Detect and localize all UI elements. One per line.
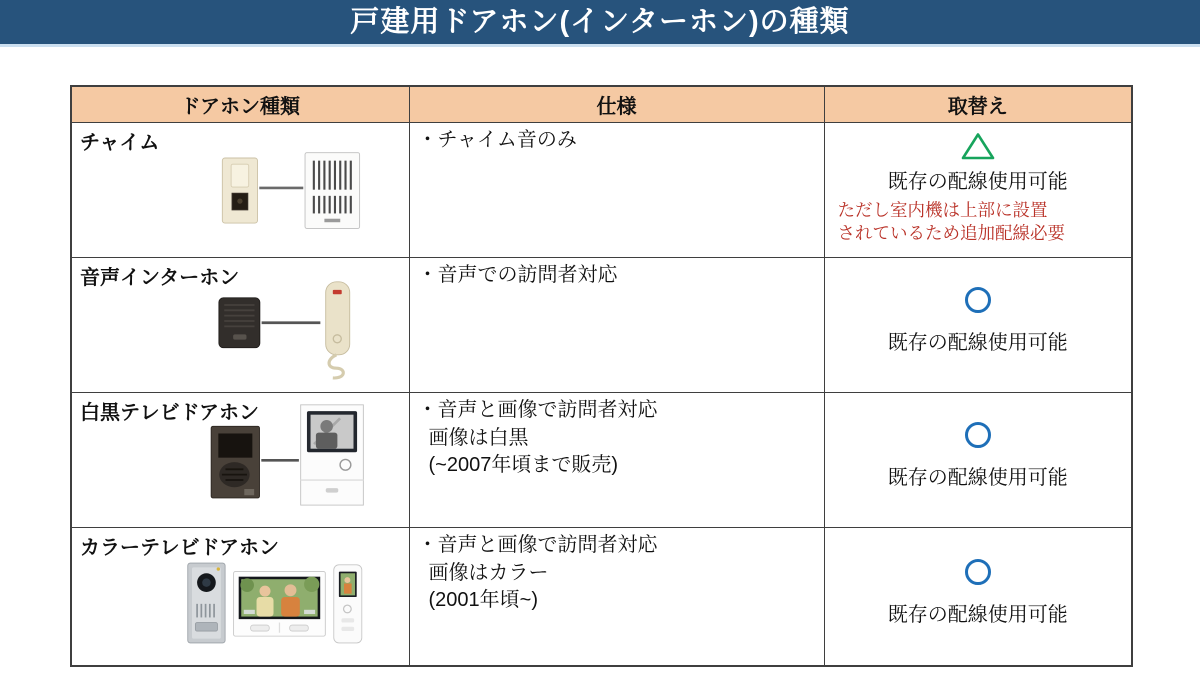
- header-replace: 取替え: [824, 86, 1132, 123]
- cell-replace-chime: [824, 123, 1132, 258]
- header-row: [71, 86, 1132, 123]
- circle-symbol: [965, 422, 991, 448]
- note-line: ただし室内機は上部に設置: [837, 200, 1048, 220]
- doorphone-type-label: 白黒テレビドアホン: [80, 402, 259, 424]
- spec-line: ・音声と画像で訪問者対応: [417, 534, 658, 556]
- cell-spec-voice: [409, 258, 824, 393]
- color-tv-illustration-svg: [184, 558, 380, 648]
- replace-text: 既存の配線使用可能: [887, 467, 1068, 489]
- voice-interphone-illustration-svg: [210, 278, 388, 380]
- cell-replace-color-tv: [824, 528, 1132, 667]
- cell-spec-chime: [409, 123, 824, 258]
- spec-line: 画像はカラー: [428, 561, 549, 584]
- title-bar: [0, 0, 1200, 44]
- doorbell-button: [222, 158, 257, 223]
- header-spec: 仕様: [409, 86, 824, 123]
- doorphone-type-label: チャイム: [80, 132, 160, 154]
- circle-symbol: [965, 287, 991, 313]
- chime-illustration-svg: [210, 149, 386, 233]
- note-line: されているため追加配線必要: [837, 223, 1065, 244]
- bw-tv-illustration: [204, 403, 392, 519]
- page-title: 戸建用ドアホン(インターホン)の種類: [350, 5, 850, 38]
- doorphone-table: [70, 85, 1133, 667]
- doorphone-type-label: 音声インターホン: [80, 267, 240, 289]
- handset-cord: [329, 355, 343, 378]
- spec-line: ・音声での訪問者対応: [417, 264, 618, 286]
- cell-type-voice: [71, 258, 409, 393]
- table-row-bw-tv-doorphone: [71, 393, 1132, 528]
- bw-monitor-unit: [301, 405, 364, 505]
- replace-text: 既存の配線使用可能: [887, 332, 1068, 354]
- color-monitor-unit: [234, 572, 326, 637]
- bw-door-station: [211, 426, 259, 498]
- cell-type-color-tv: [71, 528, 409, 667]
- cell-type-bw-tv: [71, 393, 409, 528]
- replace-note: [825, 199, 1066, 245]
- chime-unit: [305, 153, 360, 229]
- table-row-color-tv-doorphone: [71, 528, 1132, 667]
- bw-tv-illustration-svg: [204, 403, 392, 515]
- color-door-station: [188, 563, 225, 643]
- header-doorphone-type: ドアホン種類: [71, 86, 409, 123]
- spec-line: (~2007年頃まで販売): [428, 454, 618, 477]
- table-row-voice-interphone: [71, 258, 1132, 393]
- table-row-chime: [71, 123, 1132, 258]
- cell-replace-voice: [824, 258, 1132, 393]
- triangle-symbol: [960, 131, 996, 161]
- cell-spec-color-tv: [409, 528, 824, 667]
- door-unit: [219, 298, 260, 348]
- cell-spec-bw-tv: [409, 393, 824, 528]
- spec-line: 画像は白黒: [428, 426, 529, 449]
- color-tv-illustration: [184, 558, 380, 653]
- cell-replace-bw-tv: [824, 393, 1132, 528]
- handheld-monitor: [334, 565, 362, 643]
- voice-interphone-illustration: [210, 278, 388, 384]
- circle-symbol: [965, 559, 991, 585]
- cell-type-chime: [71, 123, 409, 258]
- chime-illustration: [210, 149, 386, 238]
- replace-text: 既存の配線使用可能: [887, 171, 1068, 193]
- spec-line: (2001年頃~): [428, 589, 538, 612]
- spec-line: ・チャイム音のみ: [417, 129, 577, 151]
- title-accent-line: [0, 44, 1200, 47]
- spec-line: ・音声と画像で訪問者対応: [417, 399, 658, 421]
- handset: [326, 282, 350, 378]
- replace-text: 既存の配線使用可能: [887, 603, 1068, 626]
- doorphone-type-label: カラーテレビドアホン: [80, 537, 279, 559]
